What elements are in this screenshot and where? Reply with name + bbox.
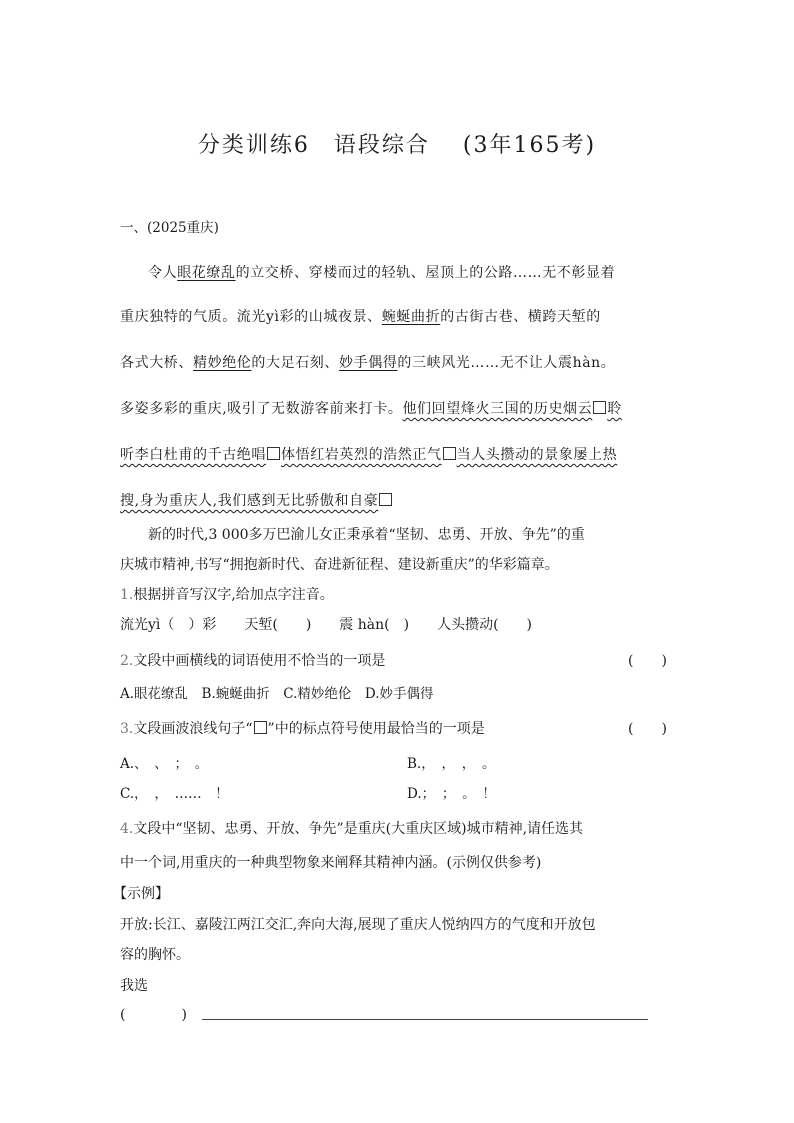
question-4-line-1 [120, 818, 583, 838]
question-number: 3. [120, 721, 134, 737]
question-text: 文段画波浪线句子“ [133, 721, 253, 737]
wavy-text: 他们回望烽火三国的历史烟云 [402, 401, 593, 417]
question-3 [120, 718, 485, 738]
passage-text: 令人 [148, 265, 178, 281]
question-2 [120, 650, 680, 670]
passage-text: 的三峡风光……无不让人震hàn。 [397, 355, 616, 371]
question-number: 1. [120, 587, 134, 603]
passage-line-3 [120, 352, 615, 372]
passage-text: 多姿多彩的重庆,吸引了无数游客前来打卡。 [120, 401, 403, 417]
example-tag: 【示例】 [113, 886, 169, 902]
wavy-text: 听李白杜甫的千古绝唱 [120, 447, 266, 463]
option-a: A.、 、 ； 。 [120, 756, 209, 772]
question-text: ”中的标点符号使用最恰当的一项是 [267, 721, 485, 737]
underlined-word: 眼花缭乱 [177, 265, 236, 281]
passage-text: 的大足石刻、 [251, 355, 340, 371]
wavy-sentence [120, 447, 617, 463]
question-1 [120, 584, 334, 604]
passage-text: 的古街古巷、横跨天堑的 [440, 309, 601, 325]
passage-line-4 [120, 398, 622, 418]
option-c: C.， ， …… ！ [120, 786, 229, 802]
blank-box [379, 493, 392, 506]
choose-label: 我选 [120, 978, 148, 994]
option-b: B.， ， ， 。 [407, 756, 496, 772]
wavy-sentence [120, 493, 393, 509]
passage-line-6 [120, 490, 393, 510]
wavy-text: 聆 [607, 401, 622, 417]
question-2-options: A.眼花缭乱 B.蜿蜒曲折 C.精妙绝伦 D.妙手偶得 [120, 686, 434, 702]
question-number: 2. [120, 653, 134, 669]
blank-box [254, 721, 267, 734]
question-1-answer-row: 流光yì（ ）彩 天堑( ) 震 hàn( ) 人头攒动( ) [120, 617, 532, 633]
wavy-text: 当人头攒动的景象屡上热 [456, 447, 618, 463]
option-d: D.； ； 。 ！ [407, 786, 496, 802]
blank-box [593, 401, 606, 414]
choice-blank-paren: ( ) [120, 1007, 187, 1023]
answer-line[interactable] [202, 1019, 648, 1020]
underlined-word: 蜿蜒曲折 [381, 309, 441, 325]
passage-line-2 [120, 306, 601, 326]
blank-box [443, 447, 456, 460]
section-heading: 一、(2025重庆) [120, 220, 219, 236]
passage-text: 的立交桥、穿楼而过的轻轨、屋顶上的公路……无不彰显着 [235, 265, 616, 281]
passage-text: 重庆独特的气质。流光yì彩的山城夜景、 [120, 309, 382, 325]
wavy-text: 搜,身为重庆人,我们感到无比骄傲和自豪 [120, 493, 379, 509]
blank-box [267, 447, 280, 460]
passage-line-7: 新的时代,3 000多万巴渝儿女正秉承着“坚韧、忠勇、开放、争先”的重 [148, 527, 585, 543]
passage-line-1 [148, 262, 615, 282]
wavy-text: 体悟红岩英烈的浩然正气 [281, 447, 442, 463]
question-text: 根据拼音写汉字,给加点字注音。 [133, 587, 334, 603]
answer-paren: ( ) [628, 721, 667, 737]
question-text: 文段中画横线的词语使用不恰当的一项是 [133, 653, 386, 669]
example-line-2: 容的胸怀。 [120, 947, 190, 963]
page-title: 分类训练6 语段综合 (3年165考) [197, 133, 597, 158]
wavy-sentence [402, 401, 621, 417]
underlined-word: 精妙绝伦 [193, 355, 252, 371]
passage-text: 各式大桥、 [120, 355, 193, 371]
question-text: 文段中“坚韧、忠勇、开放、争先”是重庆(大重庆区域)城市精神,请任选其 [133, 821, 584, 837]
answer-paren: ( ) [628, 653, 667, 669]
passage-line-5 [120, 444, 617, 464]
question-number: 4. [120, 821, 134, 837]
question-4-line-2: 中一个词,用重庆的一种典型物象来阐释其精神内涵。(示例仅供参考) [120, 855, 542, 871]
passage-line-8: 庆城市精神,书写“拥抱新时代、奋进新征程、建设新重庆”的华彩篇章。 [120, 557, 559, 573]
underlined-word: 妙手偶得 [339, 355, 398, 371]
example-line-1: 开放:长江、嘉陵江两江交汇,奔向大海,展现了重庆人悦纳四方的气度和开放包 [120, 917, 596, 933]
